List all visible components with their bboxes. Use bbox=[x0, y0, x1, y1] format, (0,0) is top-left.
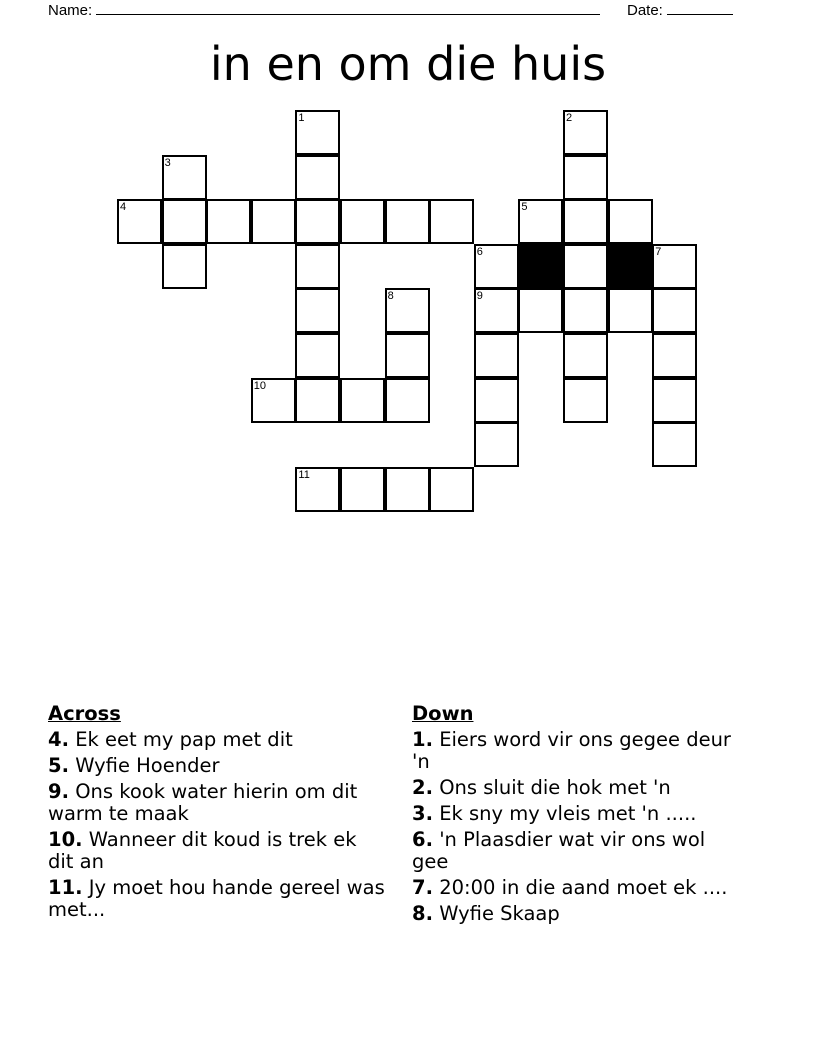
across-clues bbox=[48, 702, 388, 925]
grid-cell[interactable] bbox=[652, 288, 697, 333]
grid-cell[interactable] bbox=[251, 378, 296, 423]
grid-cell[interactable] bbox=[474, 333, 519, 378]
grid-cell[interactable] bbox=[295, 288, 340, 333]
clue-number: 5 bbox=[521, 201, 528, 214]
clue-across-11: 11. Jy moet hou hande gereel was met... bbox=[48, 876, 385, 921]
grid-cell[interactable] bbox=[563, 110, 608, 155]
grid-cell[interactable] bbox=[385, 288, 430, 333]
grid-cell[interactable] bbox=[162, 244, 207, 289]
grid-cell[interactable] bbox=[340, 378, 385, 423]
clue-down-7: 7. 20:00 in die aand moet ek .... bbox=[412, 876, 728, 899]
grid-cell[interactable] bbox=[563, 244, 608, 289]
grid-cell[interactable] bbox=[563, 288, 608, 333]
grid-cell[interactable] bbox=[652, 244, 697, 289]
grid-cell[interactable] bbox=[295, 155, 340, 200]
name-label: Name: bbox=[48, 2, 93, 19]
clue-number: 1 bbox=[298, 112, 305, 124]
clue-down-3: 3. Ek sny my vleis met 'n ..... bbox=[412, 802, 697, 825]
clue-down-8: 8. Wyfie Skaap bbox=[412, 902, 560, 925]
black-square bbox=[608, 244, 653, 289]
grid-cell[interactable] bbox=[295, 199, 340, 244]
grid-cell[interactable] bbox=[652, 333, 697, 378]
clue-across-9: 9. Ons kook water hierin om dit warm te maak bbox=[48, 780, 358, 825]
clue-number: 9 bbox=[476, 290, 483, 303]
grid-cell[interactable] bbox=[563, 378, 608, 423]
grid-cell[interactable] bbox=[563, 333, 608, 378]
grid-cell[interactable] bbox=[295, 244, 340, 289]
grid-cell[interactable] bbox=[563, 155, 608, 200]
clue-across-4: 4. Ek eet my pap met dit bbox=[48, 728, 293, 751]
clue-down-6: 6. 'n Plaasdier wat vir ons wol gee bbox=[412, 828, 706, 873]
grid-cell[interactable] bbox=[518, 288, 563, 333]
down-heading: Down bbox=[412, 702, 474, 725]
grid-cell[interactable] bbox=[608, 288, 653, 333]
clue-across-5: 5. Wyfie Hoender bbox=[48, 754, 220, 777]
clue-number: 2 bbox=[566, 112, 573, 124]
grid-cell[interactable] bbox=[518, 199, 563, 244]
grid-cell[interactable] bbox=[652, 378, 697, 423]
grid-cell[interactable] bbox=[295, 378, 340, 423]
grid-cell[interactable] bbox=[385, 199, 430, 244]
grid-cell[interactable] bbox=[340, 467, 385, 512]
grid-cell[interactable] bbox=[162, 155, 207, 200]
down-clues bbox=[412, 702, 742, 929]
clue-number: 8 bbox=[387, 290, 394, 303]
date-label: Date: bbox=[627, 2, 663, 19]
grid-cell[interactable] bbox=[652, 422, 697, 467]
across-heading: Across bbox=[48, 702, 121, 725]
grid-cell[interactable] bbox=[474, 288, 519, 333]
clue-number: 3 bbox=[164, 156, 171, 169]
grid-cell[interactable] bbox=[385, 333, 430, 378]
grid-cell[interactable] bbox=[295, 467, 340, 512]
clue-across-10: 10. Wanneer dit koud is trek ek dit an bbox=[48, 828, 357, 873]
grid-cell[interactable] bbox=[563, 199, 608, 244]
grid-cell[interactable] bbox=[251, 199, 296, 244]
grid-cell[interactable] bbox=[162, 199, 207, 244]
grid-cell[interactable] bbox=[474, 244, 519, 289]
clue-down-2: 2. Ons sluit die hok met 'n bbox=[412, 776, 671, 799]
clue-number: 4 bbox=[120, 201, 127, 214]
grid-cell[interactable] bbox=[429, 199, 474, 244]
clue-number: 11 bbox=[298, 468, 310, 481]
puzzle-title: in en om die huis bbox=[209, 37, 607, 91]
grid-cell[interactable] bbox=[295, 333, 340, 378]
grid-cell[interactable] bbox=[117, 199, 162, 244]
clue-number: 7 bbox=[655, 245, 662, 258]
grid-cell[interactable] bbox=[474, 422, 519, 467]
grid-cell[interactable] bbox=[295, 110, 340, 155]
grid-cell[interactable] bbox=[206, 199, 251, 244]
clue-down-1: 1. Eiers word vir ons gegee deur 'n bbox=[412, 728, 731, 773]
grid-cell[interactable] bbox=[385, 378, 430, 423]
grid-cell[interactable] bbox=[474, 378, 519, 423]
grid-cell[interactable] bbox=[429, 467, 474, 512]
clue-number: 6 bbox=[476, 245, 483, 258]
grid-cell[interactable] bbox=[608, 199, 653, 244]
grid-cell[interactable] bbox=[340, 199, 385, 244]
clue-number: 10 bbox=[253, 379, 267, 392]
black-square bbox=[518, 244, 563, 289]
grid-cell[interactable] bbox=[385, 467, 430, 512]
